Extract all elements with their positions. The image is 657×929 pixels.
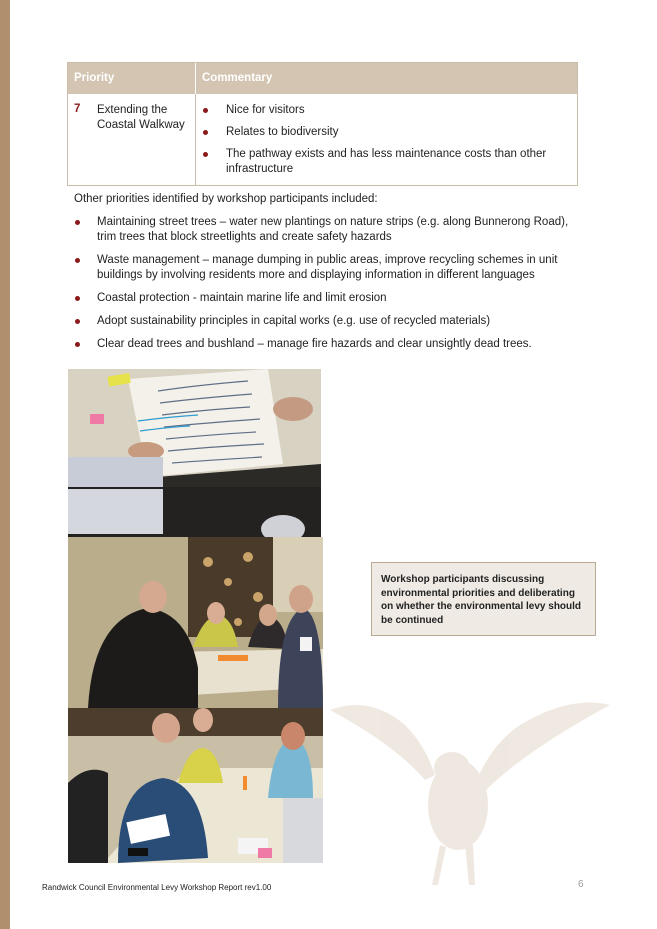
list-item: Waste management – manage dumping in public areas, improve recycling schemes in unit buildings by involving residents more and displaying information in different languages xyxy=(74,253,589,283)
photo-caption: Workshop participants discussing environmental priorities and deliberating on whether the environmental levy should be continued xyxy=(371,562,596,636)
bullet-icon xyxy=(75,319,80,324)
header-commentary: Commentary xyxy=(202,72,273,84)
workshop-photo-table xyxy=(68,708,323,863)
header-priority: Priority xyxy=(68,63,196,94)
bullet-icon xyxy=(75,220,80,225)
list-item: Coastal protection - maintain marine life and limit erosion xyxy=(74,291,589,306)
bullet-icon xyxy=(203,130,208,135)
bullet-icon xyxy=(75,342,80,347)
page-number: 6 xyxy=(578,879,584,890)
bullet-icon xyxy=(75,296,80,301)
intro-text: Other priorities identified by workshop participants included: xyxy=(74,193,378,205)
footer-text: Randwick Council Environmental Levy Workshop Report rev1.00 xyxy=(42,883,272,892)
list-item: The pathway exists and has less maintenance costs than other infrastructure xyxy=(202,147,547,177)
priority-number: 7 xyxy=(74,103,81,115)
side-bar xyxy=(0,0,10,929)
table-row xyxy=(68,94,577,185)
commentary-cell xyxy=(196,94,577,185)
list-item: Clear dead trees and bushland – manage fire hazards and clear unsightly dead trees. xyxy=(74,337,589,352)
priority-cell xyxy=(68,94,196,185)
workshop-photo-group xyxy=(68,537,323,708)
priority-name: Extending the Coastal Walkway xyxy=(97,104,185,131)
list-item: Relates to biodiversity xyxy=(202,125,547,140)
owl-watermark-icon xyxy=(330,690,615,890)
bullet-icon xyxy=(75,258,80,263)
table-header xyxy=(68,63,577,94)
priorities-list xyxy=(74,215,589,360)
commentary-list xyxy=(202,103,547,177)
workshop-photo-flipchart xyxy=(68,369,321,537)
bullet-icon xyxy=(203,152,208,157)
list-item: Adopt sustainability principles in capital works (e.g. use of recycled materials) xyxy=(74,314,589,329)
list-item: Nice for visitors xyxy=(202,103,547,118)
priority-table xyxy=(67,62,578,186)
list-item: Maintaining street trees – water new plantings on nature strips (e.g. along Bunnerong Road), trim trees that block streetlights and create safety hazards xyxy=(74,215,589,245)
bullet-icon xyxy=(203,108,208,113)
